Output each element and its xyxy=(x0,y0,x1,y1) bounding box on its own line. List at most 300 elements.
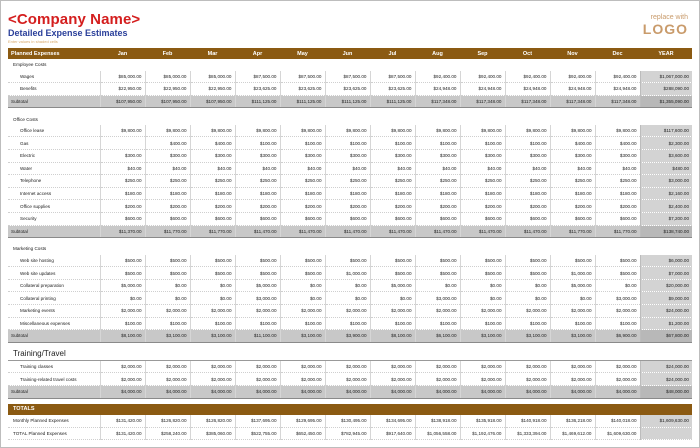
cell[interactable]: $600.00 xyxy=(325,212,370,225)
cell[interactable]: $8,100.00 xyxy=(100,330,145,343)
cell[interactable]: $2,000.00 xyxy=(100,360,145,373)
cell[interactable]: $100.00 xyxy=(325,317,370,330)
cell[interactable]: $500.00 xyxy=(280,255,325,267)
cell[interactable]: $652,450.00 xyxy=(280,427,325,440)
cell[interactable]: $100.00 xyxy=(100,317,145,330)
cell[interactable]: $300.00 xyxy=(280,149,325,162)
cell[interactable]: $1,000.00 xyxy=(325,267,370,280)
cell[interactable]: $4,000.00 xyxy=(280,385,325,398)
cell[interactable]: $1,000.00 xyxy=(550,267,595,280)
cell[interactable]: $100.00 xyxy=(415,137,460,150)
cell[interactable]: $4,000.00 xyxy=(190,385,235,398)
cell[interactable]: $6,900.00 xyxy=(595,330,640,343)
cell[interactable]: $3,100.00 xyxy=(190,330,235,343)
cell[interactable]: $100.00 xyxy=(460,137,505,150)
cell[interactable]: $500.00 xyxy=(190,267,235,280)
cell[interactable]: $200.00 xyxy=(370,200,415,213)
cell[interactable]: $24,948.00 xyxy=(595,83,640,96)
cell[interactable]: $40.00 xyxy=(505,162,550,175)
cell[interactable]: $300.00 xyxy=(100,149,145,162)
cell[interactable]: $2,000.00 xyxy=(595,305,640,318)
cell[interactable]: $100.00 xyxy=(595,317,640,330)
cell[interactable]: $200.00 xyxy=(325,200,370,213)
cell[interactable]: $87,500.00 xyxy=(325,71,370,83)
cell[interactable]: $600.00 xyxy=(460,212,505,225)
cell[interactable]: $250.00 xyxy=(370,175,415,188)
cell[interactable]: $0.00 xyxy=(280,292,325,305)
cell[interactable]: $11,470.00 xyxy=(280,225,325,238)
cell[interactable]: $85,000.00 xyxy=(190,71,235,83)
cell[interactable]: $600.00 xyxy=(505,212,550,225)
cell[interactable]: $0.00 xyxy=(325,292,370,305)
cell[interactable]: $2,000.00 xyxy=(505,305,550,318)
cell[interactable]: $9,800.00 xyxy=(145,125,190,137)
cell[interactable]: $4,000.00 xyxy=(100,385,145,398)
cell[interactable]: $500.00 xyxy=(190,255,235,267)
cell[interactable]: $300.00 xyxy=(370,149,415,162)
cell[interactable]: $400.00 xyxy=(145,137,190,150)
cell[interactable]: $200.00 xyxy=(460,200,505,213)
cell[interactable]: $250.00 xyxy=(325,175,370,188)
cell[interactable]: $111,125.00 xyxy=(235,95,280,108)
cell[interactable]: $200.00 xyxy=(145,200,190,213)
cell[interactable]: $200.00 xyxy=(550,200,595,213)
cell[interactable]: $250.00 xyxy=(190,175,235,188)
cell[interactable]: $180.00 xyxy=(190,187,235,200)
cell[interactable]: $40.00 xyxy=(550,162,595,175)
cell[interactable]: $3,100.00 xyxy=(280,330,325,343)
cell[interactable]: $2,000.00 xyxy=(280,373,325,386)
cell[interactable]: $40.00 xyxy=(595,162,640,175)
cell[interactable]: $600.00 xyxy=(145,212,190,225)
cell[interactable]: $500.00 xyxy=(505,267,550,280)
cell[interactable]: $500.00 xyxy=(280,267,325,280)
cell[interactable]: $1,192,476.00 xyxy=(460,427,505,440)
cell[interactable]: $140,018.00 xyxy=(595,415,640,427)
cell[interactable]: $100.00 xyxy=(145,317,190,330)
cell[interactable]: $917,640.00 xyxy=(370,427,415,440)
cell[interactable]: $250.00 xyxy=(595,175,640,188)
cell[interactable]: $300.00 xyxy=(190,149,235,162)
cell[interactable]: $92,400.00 xyxy=(415,71,460,83)
totals-header xyxy=(8,404,692,416)
cell[interactable]: $500.00 xyxy=(460,255,505,267)
cell[interactable]: $23,625.00 xyxy=(280,83,325,96)
cell[interactable]: $0.00 xyxy=(325,279,370,292)
cell[interactable]: $11,470.00 xyxy=(370,225,415,238)
cell[interactable]: $138,918.00 xyxy=(415,415,460,427)
cell[interactable]: $92,400.00 xyxy=(505,71,550,83)
cell[interactable]: $600.00 xyxy=(280,212,325,225)
cell[interactable]: $40.00 xyxy=(280,162,325,175)
cell[interactable]: $117,348.00 xyxy=(595,95,640,108)
cell[interactable]: $129,695.00 xyxy=(280,415,325,427)
cell[interactable]: $4,000.00 xyxy=(145,385,190,398)
cell[interactable]: $180.00 xyxy=(145,187,190,200)
cell[interactable]: $600.00 xyxy=(595,212,640,225)
cell[interactable]: $2,000.00 xyxy=(505,373,550,386)
cell[interactable]: $2,000.00 xyxy=(370,373,415,386)
cell[interactable]: $9,800.00 xyxy=(505,125,550,137)
cell[interactable]: $11,470.00 xyxy=(235,225,280,238)
cell[interactable]: $9,800.00 xyxy=(370,125,415,137)
cell[interactable]: $0.00 xyxy=(190,292,235,305)
cell[interactable]: $200.00 xyxy=(595,200,640,213)
cell[interactable] xyxy=(100,137,145,150)
cell[interactable]: $4,000.00 xyxy=(595,385,640,398)
cell[interactable]: $600.00 xyxy=(190,212,235,225)
cell[interactable]: $100.00 xyxy=(370,137,415,150)
cell[interactable]: $4,000.00 xyxy=(235,385,280,398)
cell[interactable]: $9,800.00 xyxy=(235,125,280,137)
cell[interactable]: $2,000.00 xyxy=(460,360,505,373)
cell[interactable]: $9,800.00 xyxy=(100,125,145,137)
cell[interactable]: $250.00 xyxy=(550,175,595,188)
cell[interactable]: $40.00 xyxy=(100,162,145,175)
cell[interactable]: $1,056,558.00 xyxy=(415,427,460,440)
cell[interactable]: $11,770.00 xyxy=(550,225,595,238)
table-row xyxy=(8,279,692,292)
cell[interactable]: $11,770.00 xyxy=(190,225,235,238)
cell[interactable]: $2,000.00 xyxy=(190,360,235,373)
cell[interactable]: $140,918.00 xyxy=(505,415,550,427)
cell[interactable]: $250.00 xyxy=(235,175,280,188)
cell[interactable]: $135,918.00 xyxy=(460,415,505,427)
cell[interactable]: $300.00 xyxy=(325,149,370,162)
cell[interactable]: $600.00 xyxy=(100,212,145,225)
cell[interactable]: $0.00 xyxy=(145,292,190,305)
cell[interactable]: $92,400.00 xyxy=(460,71,505,83)
cell[interactable]: $300.00 xyxy=(145,149,190,162)
row-label: Marketing events xyxy=(8,305,100,318)
cell[interactable]: $0.00 xyxy=(370,292,415,305)
cell[interactable]: $134,695.00 xyxy=(370,415,415,427)
cell[interactable]: $3,100.00 xyxy=(550,330,595,343)
year-total: $2,160.00 xyxy=(640,187,692,200)
cell[interactable]: $250.00 xyxy=(505,175,550,188)
cell[interactable]: $200.00 xyxy=(190,200,235,213)
expense-table xyxy=(8,48,692,440)
cell[interactable]: $500.00 xyxy=(235,255,280,267)
cell[interactable]: $100.00 xyxy=(280,317,325,330)
cell[interactable]: $11,470.00 xyxy=(505,225,550,238)
cell[interactable]: $0.00 xyxy=(550,292,595,305)
cell[interactable]: $100.00 xyxy=(370,317,415,330)
cell[interactable]: $131,420.00 xyxy=(100,415,145,427)
cell[interactable]: $600.00 xyxy=(415,212,460,225)
cell[interactable]: $22,950.00 xyxy=(145,83,190,96)
cell[interactable]: $100.00 xyxy=(505,137,550,150)
cell[interactable]: $9,800.00 xyxy=(280,125,325,137)
cell[interactable]: $9,800.00 xyxy=(460,125,505,137)
cell[interactable]: $400.00 xyxy=(190,137,235,150)
cell[interactable]: $92,400.00 xyxy=(595,71,640,83)
cell[interactable]: $9,800.00 xyxy=(190,125,235,137)
cell[interactable]: $5,000.00 xyxy=(370,279,415,292)
cell[interactable]: $0.00 xyxy=(505,292,550,305)
cell[interactable]: $300.00 xyxy=(505,149,550,162)
cell[interactable]: $11,770.00 xyxy=(595,225,640,238)
cell[interactable]: $117,348.00 xyxy=(505,95,550,108)
cell[interactable]: $100.00 xyxy=(190,317,235,330)
cell[interactable]: $500.00 xyxy=(595,255,640,267)
cell[interactable]: $200.00 xyxy=(100,200,145,213)
cell[interactable]: $0.00 xyxy=(190,279,235,292)
cell[interactable]: $40.00 xyxy=(235,162,280,175)
cell[interactable]: $500.00 xyxy=(145,255,190,267)
cell[interactable]: $2,000.00 xyxy=(595,360,640,373)
cell[interactable]: $180.00 xyxy=(415,187,460,200)
cell[interactable]: $500.00 xyxy=(145,267,190,280)
cell[interactable]: $111,125.00 xyxy=(325,95,370,108)
cell[interactable]: $0.00 xyxy=(460,279,505,292)
cell[interactable]: $40.00 xyxy=(325,162,370,175)
cell[interactable]: $0.00 xyxy=(415,279,460,292)
cell[interactable]: $522,755.00 xyxy=(235,427,280,440)
cell[interactable]: $0.00 xyxy=(100,292,145,305)
cell[interactable]: $250.00 xyxy=(100,175,145,188)
cell[interactable]: $2,000.00 xyxy=(100,373,145,386)
cell[interactable]: $100.00 xyxy=(460,317,505,330)
cell[interactable]: $107,950.00 xyxy=(190,95,235,108)
cell[interactable]: $131,420.00 xyxy=(100,427,145,440)
cell[interactable]: $23,625.00 xyxy=(370,83,415,96)
cell[interactable]: $600.00 xyxy=(235,212,280,225)
cell[interactable]: $9,800.00 xyxy=(325,125,370,137)
cell[interactable]: $180.00 xyxy=(460,187,505,200)
cell[interactable]: $300.00 xyxy=(235,149,280,162)
cell[interactable]: $0.00 xyxy=(280,279,325,292)
cell[interactable]: $258,240.00 xyxy=(145,427,190,440)
column-header-oct: Oct xyxy=(505,48,550,59)
cell[interactable]: $600.00 xyxy=(370,212,415,225)
cell[interactable]: $1,333,394.00 xyxy=(505,427,550,440)
cell[interactable]: $130,495.00 xyxy=(325,415,370,427)
cell[interactable]: $400.00 xyxy=(595,137,640,150)
cell[interactable]: $250.00 xyxy=(145,175,190,188)
cell[interactable]: $180.00 xyxy=(235,187,280,200)
cell[interactable]: $5,000.00 xyxy=(550,279,595,292)
cell[interactable]: $782,945.00 xyxy=(325,427,370,440)
cell[interactable]: $4,000.00 xyxy=(550,385,595,398)
cell[interactable]: $3,000.00 xyxy=(235,292,280,305)
cell[interactable]: $500.00 xyxy=(595,267,640,280)
cell[interactable]: $3,100.00 xyxy=(460,330,505,343)
cell[interactable]: $200.00 xyxy=(415,200,460,213)
cell[interactable]: $11,100.00 xyxy=(235,330,280,343)
cell[interactable]: $2,000.00 xyxy=(325,305,370,318)
cell[interactable]: $87,500.00 xyxy=(370,71,415,83)
section-header xyxy=(8,243,692,255)
cell[interactable]: $2,000.00 xyxy=(325,373,370,386)
cell[interactable]: $4,000.00 xyxy=(460,385,505,398)
cell[interactable]: $180.00 xyxy=(325,187,370,200)
cell[interactable]: $500.00 xyxy=(100,267,145,280)
cell[interactable]: $107,950.00 xyxy=(145,95,190,108)
cell[interactable]: $2,000.00 xyxy=(505,360,550,373)
cell[interactable]: $500.00 xyxy=(235,267,280,280)
cell[interactable]: $24,948.00 xyxy=(505,83,550,96)
cell[interactable]: $100.00 xyxy=(280,137,325,150)
cell[interactable]: $300.00 xyxy=(415,149,460,162)
cell[interactable]: $40.00 xyxy=(415,162,460,175)
cell[interactable]: $180.00 xyxy=(280,187,325,200)
cell[interactable]: $2,000.00 xyxy=(280,360,325,373)
cell[interactable]: $180.00 xyxy=(100,187,145,200)
cell[interactable]: $2,000.00 xyxy=(145,360,190,373)
cell[interactable]: $9,800.00 xyxy=(595,125,640,137)
cell[interactable]: $11,470.00 xyxy=(325,225,370,238)
cell[interactable]: $126,820.00 xyxy=(190,415,235,427)
cell[interactable]: $100.00 xyxy=(235,317,280,330)
cell[interactable]: $100.00 xyxy=(550,317,595,330)
cell[interactable]: $5,000.00 xyxy=(100,279,145,292)
cell[interactable]: $2,000.00 xyxy=(280,305,325,318)
cell[interactable]: $2,000.00 xyxy=(550,373,595,386)
cell[interactable]: $40.00 xyxy=(370,162,415,175)
table-row xyxy=(8,71,692,83)
cell[interactable]: $24,948.00 xyxy=(460,83,505,96)
cell[interactable]: $117,348.00 xyxy=(550,95,595,108)
cell[interactable]: $2,000.00 xyxy=(145,305,190,318)
cell[interactable]: $23,625.00 xyxy=(325,83,370,96)
cell[interactable]: $2,000.00 xyxy=(460,373,505,386)
cell[interactable]: $100.00 xyxy=(235,137,280,150)
cell[interactable]: $400.00 xyxy=(550,137,595,150)
cell[interactable]: $200.00 xyxy=(235,200,280,213)
cell[interactable]: $2,000.00 xyxy=(370,305,415,318)
cell[interactable]: $2,000.00 xyxy=(415,360,460,373)
cell[interactable]: $87,500.00 xyxy=(280,71,325,83)
cell[interactable]: $500.00 xyxy=(550,255,595,267)
cell[interactable]: $85,000.00 xyxy=(100,71,145,83)
cell[interactable]: $250.00 xyxy=(280,175,325,188)
cell[interactable]: $87,500.00 xyxy=(235,71,280,83)
row-label: Subtotal xyxy=(8,330,100,343)
logo-placeholder[interactable] xyxy=(643,14,688,36)
cell[interactable]: $11,770.00 xyxy=(145,225,190,238)
cell[interactable]: $2,000.00 xyxy=(550,305,595,318)
cell[interactable]: $500.00 xyxy=(370,255,415,267)
cell[interactable]: $117,348.00 xyxy=(415,95,460,108)
cell[interactable]: $11,470.00 xyxy=(460,225,505,238)
cell[interactable]: $500.00 xyxy=(460,267,505,280)
cell[interactable]: $180.00 xyxy=(505,187,550,200)
cell[interactable]: $92,400.00 xyxy=(550,71,595,83)
cell[interactable]: $107,950.00 xyxy=(100,95,145,108)
cell[interactable]: $2,000.00 xyxy=(595,373,640,386)
cell[interactable]: $5,000.00 xyxy=(235,279,280,292)
cell[interactable]: $250.00 xyxy=(415,175,460,188)
cell[interactable]: $3,100.00 xyxy=(505,330,550,343)
cell[interactable]: $3,000.00 xyxy=(415,292,460,305)
cell[interactable]: $0.00 xyxy=(595,279,640,292)
cell[interactable]: $3,100.00 xyxy=(145,330,190,343)
cell[interactable]: $117,348.00 xyxy=(460,95,505,108)
cell[interactable]: $300.00 xyxy=(460,149,505,162)
cell[interactable]: $100.00 xyxy=(415,317,460,330)
cell[interactable]: $2,000.00 xyxy=(235,305,280,318)
cell[interactable]: $2,000.00 xyxy=(370,360,415,373)
cell[interactable]: $200.00 xyxy=(505,200,550,213)
cell[interactable]: $24,948.00 xyxy=(550,83,595,96)
cell[interactable]: $2,000.00 xyxy=(415,305,460,318)
cell[interactable]: $180.00 xyxy=(370,187,415,200)
cell[interactable]: $250.00 xyxy=(460,175,505,188)
cell[interactable]: $9,800.00 xyxy=(415,125,460,137)
cell[interactable]: $0.00 xyxy=(460,292,505,305)
cell[interactable]: $22,950.00 xyxy=(190,83,235,96)
cell[interactable]: $2,000.00 xyxy=(145,373,190,386)
company-name[interactable]: <Company Name> xyxy=(8,11,141,28)
cell[interactable]: $500.00 xyxy=(505,255,550,267)
cell[interactable]: $4,000.00 xyxy=(370,385,415,398)
cell[interactable]: $300.00 xyxy=(550,149,595,162)
cell[interactable]: $9,800.00 xyxy=(550,125,595,137)
cell[interactable]: $4,000.00 xyxy=(505,385,550,398)
cell[interactable]: $300.00 xyxy=(595,149,640,162)
cell[interactable]: $2,000.00 xyxy=(235,373,280,386)
cell[interactable]: $100.00 xyxy=(325,137,370,150)
cell[interactable]: $24,948.00 xyxy=(415,83,460,96)
cell[interactable]: $0.00 xyxy=(145,279,190,292)
cell[interactable]: $11,470.00 xyxy=(415,225,460,238)
cell[interactable]: $1,469,612.00 xyxy=(550,427,595,440)
cell[interactable]: $1,609,630.00 xyxy=(595,427,640,440)
cell[interactable]: $6,100.00 xyxy=(415,330,460,343)
cell[interactable]: $85,000.00 xyxy=(145,71,190,83)
cell[interactable]: $2,000.00 xyxy=(460,305,505,318)
cell[interactable]: $3,900.00 xyxy=(325,330,370,343)
cell[interactable]: $200.00 xyxy=(280,200,325,213)
cell[interactable]: $500.00 xyxy=(415,255,460,267)
cell[interactable]: $2,000.00 xyxy=(190,373,235,386)
cell[interactable]: $600.00 xyxy=(550,212,595,225)
cell[interactable]: $126,820.00 xyxy=(145,415,190,427)
cell[interactable]: $111,125.00 xyxy=(370,95,415,108)
cell[interactable]: $180.00 xyxy=(550,187,595,200)
cell[interactable]: $100.00 xyxy=(505,317,550,330)
cell[interactable]: $2,000.00 xyxy=(190,305,235,318)
cell[interactable]: $40.00 xyxy=(145,162,190,175)
cell[interactable]: $0.00 xyxy=(505,279,550,292)
cell[interactable]: $180.00 xyxy=(595,187,640,200)
cell[interactable]: $22,950.00 xyxy=(100,83,145,96)
cell[interactable]: $385,060.00 xyxy=(190,427,235,440)
cell[interactable]: $8,100.00 xyxy=(370,330,415,343)
cell[interactable]: $23,625.00 xyxy=(235,83,280,96)
cell[interactable]: $500.00 xyxy=(325,255,370,267)
cell[interactable]: $111,125.00 xyxy=(280,95,325,108)
cell[interactable]: $3,000.00 xyxy=(595,292,640,305)
cell[interactable]: $2,000.00 xyxy=(100,305,145,318)
cell[interactable]: $4,000.00 xyxy=(415,385,460,398)
cell[interactable]: $40.00 xyxy=(190,162,235,175)
cell[interactable]: $137,695.00 xyxy=(235,415,280,427)
year-total: $6,000.00 xyxy=(640,255,692,267)
cell[interactable]: $500.00 xyxy=(100,255,145,267)
cell[interactable]: $136,218.00 xyxy=(550,415,595,427)
cell[interactable]: $40.00 xyxy=(460,162,505,175)
cell[interactable]: $500.00 xyxy=(415,267,460,280)
cell[interactable]: $500.00 xyxy=(370,267,415,280)
cell[interactable]: $2,000.00 xyxy=(235,360,280,373)
cell[interactable]: $2,000.00 xyxy=(415,373,460,386)
cell[interactable]: $11,370.00 xyxy=(100,225,145,238)
cell[interactable]: $4,000.00 xyxy=(325,385,370,398)
cell[interactable]: $2,000.00 xyxy=(325,360,370,373)
cell[interactable]: $2,000.00 xyxy=(550,360,595,373)
